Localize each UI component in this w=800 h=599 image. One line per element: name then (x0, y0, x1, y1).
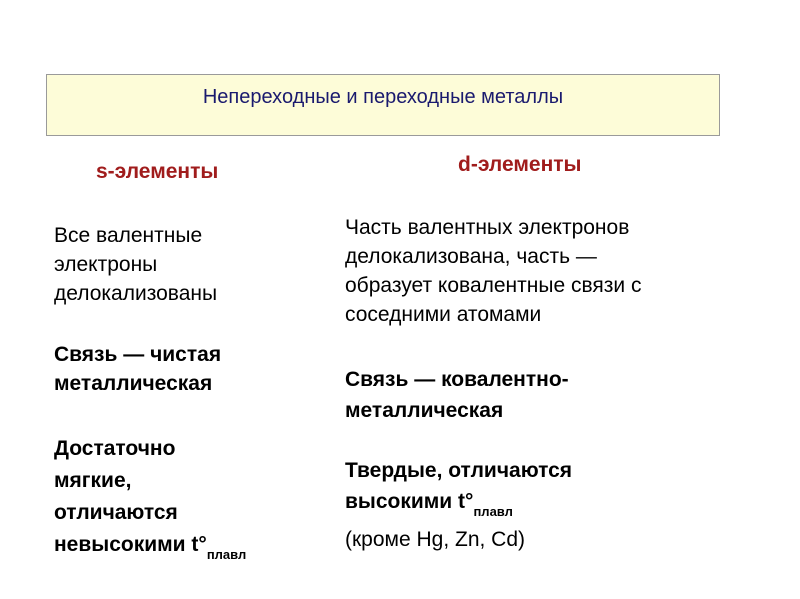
text-line: Достаточно (54, 437, 176, 460)
text-line: Твердые, отличаются (345, 459, 573, 482)
right-paragraph-2 (345, 364, 569, 426)
text-line: Часть валентных электронов (345, 216, 630, 239)
text-line: Все валентные (54, 224, 203, 247)
slide-title: Непереходные и переходные металлы (202, 86, 564, 108)
text-line: образует ковалентные связи с (345, 274, 642, 297)
text-line: отличаются (54, 501, 178, 524)
s-elements-header: s-элементы (96, 160, 219, 183)
text-segment: высокими t° (345, 490, 474, 513)
left-paragraph-3 (54, 433, 246, 563)
title-box (46, 74, 720, 136)
text-line: электроны (54, 253, 158, 276)
right-paragraph-3 (345, 455, 572, 519)
right-paragraph-1 (345, 213, 641, 329)
d-elements-header: d-элементы (458, 153, 582, 176)
left-paragraph-1 (54, 221, 217, 308)
right-paragraph-4: (кроме Hg, Zn, Cd) (345, 528, 526, 551)
text-segment: невысокими t° (54, 533, 207, 556)
text-line: Связь — ковалентно- (345, 368, 569, 391)
text-line: соседними атомами (345, 303, 542, 326)
text-line (345, 486, 572, 519)
text-line: делокализованы (54, 282, 218, 305)
text-line: металлическая (345, 399, 504, 422)
text-line: мягкие, (54, 469, 132, 492)
left-paragraph-2 (54, 340, 221, 398)
text-line: делокализована, часть — (345, 245, 597, 268)
text-line (54, 529, 246, 563)
subscript: плавл (206, 547, 247, 562)
subscript: плавл (473, 504, 513, 519)
text-line: металлическая (54, 372, 213, 395)
text-line: Связь — чистая (54, 343, 222, 366)
